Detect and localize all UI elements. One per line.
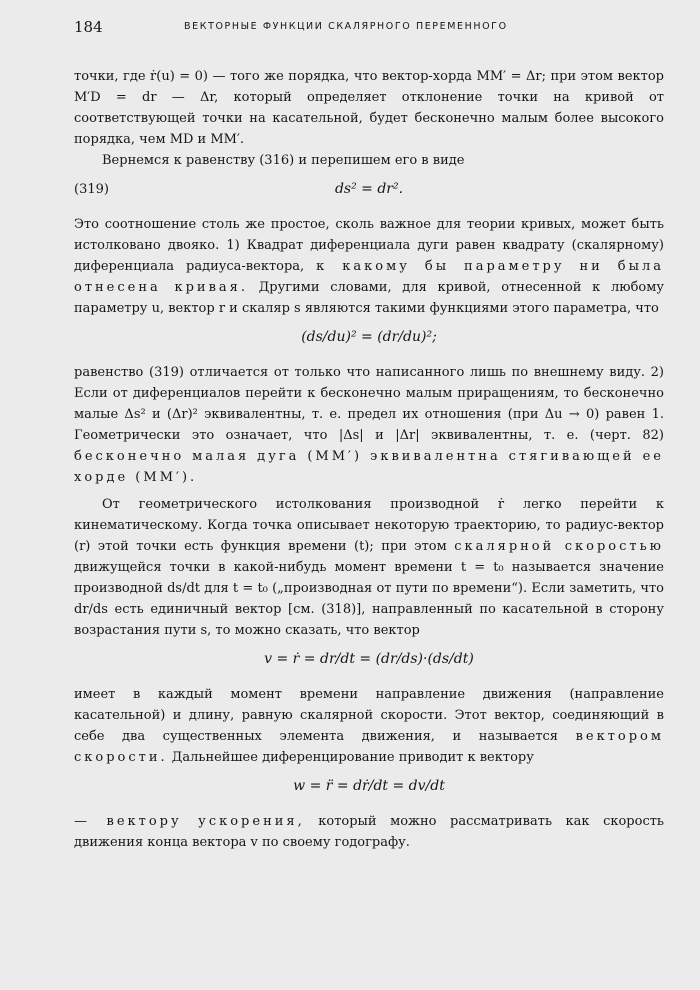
equation-number: (319) [74,182,109,197]
equation-expression: v = ṙ = dr/dt = (dr/ds)·(ds/dt) [264,651,474,667]
paragraph-text: Другими словами, для кривой, отнесенной к любому параметру u, вектор r и скаляр s являются такими функциями этого параметра, что [74,280,664,316]
paragraph-text: имеет в каждый момент времени направление движения (направление касательной) и длину, равную скалярной скорости. Этот вектор, соединяющий в себе два существенных элемента движения, и называется [74,687,664,744]
paragraph-acceleration [74,811,664,853]
paragraph-text: равенство (319) отличается от только что написанного лишь по внешнему виду. 2) Если от диференциалов перейти к бесконечно малым приращениям, то бесконечно малые Δs² и (Δr)² эквивалентны, т. е. предел их отношения (при Δu → 0) равен 1. Геометрически это означает, что |Δs| и |Δr| эквивалентны, т. е. (черт. 82) [74,365,664,443]
paragraph-text: движущейся точки в какой-нибудь момент времени t = t₀ называется значение производной ds/dt для t = t₀ („производная от пути по времени“). Если заметить, что dr/ds есть единичный вектор [см. (318)], направленный по касательной в сторону возрастания пути s, то можно сказать, что вектор [74,560,664,638]
paragraph-interpretation [74,214,664,319]
equation-expression: (ds/du)² = (dr/du)²; [301,329,437,345]
emphasized-text: скалярной скоростью [454,539,664,554]
paragraph-return-to-equality: Вернемся к равенству (316) и перепишем его в виде [102,153,465,168]
paragraph-text: Дальнейшее диференцирование приводит к вектору [171,750,534,765]
running-title: ВЕКТОРНЫЕ ФУНКЦИИ СКАЛЯРНОГО ПЕРЕМЕННОГО [184,21,508,32]
paragraph-text: От геометрического истолкования производной ṙ легко перейти к кинематическому. Когда точка описывает некоторую траекторию, то радиус-вектор (r) этой точки есть функция времени (t); при этом [74,497,664,554]
equation-acceleration [74,776,664,797]
paragraph-equivalence [74,362,664,488]
equation-velocity [74,649,664,670]
emphasized-text: — вектору ускорения, [74,814,305,829]
paragraph-kinematics [74,494,664,641]
paragraph-text: Это соотношение столь же простое, сколь важное для теории кривых, может быть истолковано двояко. 1) Квадрат диференциала дуги равен квадрату (скалярному) диференциала радиуса-вектора, [74,217,664,274]
page-header [74,18,664,40]
paragraph-velocity-vector [74,684,664,768]
emphasized-text: бесконечно малая дуга (MM′) эквивалентна стягивающей ее хорде (MM′). [74,449,664,485]
equation-expression: ds² = dr². [334,181,404,197]
paragraph-continuation: точки, где ṙ(u) = 0) — того же порядка, что вектор-хорда MM′ = Δr; при этом вектор M′D = dr — Δr, который определяет отклонение точки на кривой от соответствующей точки на касательной, будет бесконечно малым более высокого порядка, чем MD и MM′. [74,69,664,147]
equation-expression: w = r̈ = dṙ/dt = dv/dt [293,778,445,794]
page-number: 184 [74,18,103,36]
emphasized-text: к какому бы параметру ни была отнесена кривая. [74,259,664,295]
equation-319 [74,179,664,200]
equation-ratio [74,327,664,348]
emphasized-text: вектором скорости. [74,729,664,765]
page-body [74,66,664,853]
paragraph-text: который можно рассматривать как скорость движения конца вектора v по своему годографу. [74,814,664,850]
